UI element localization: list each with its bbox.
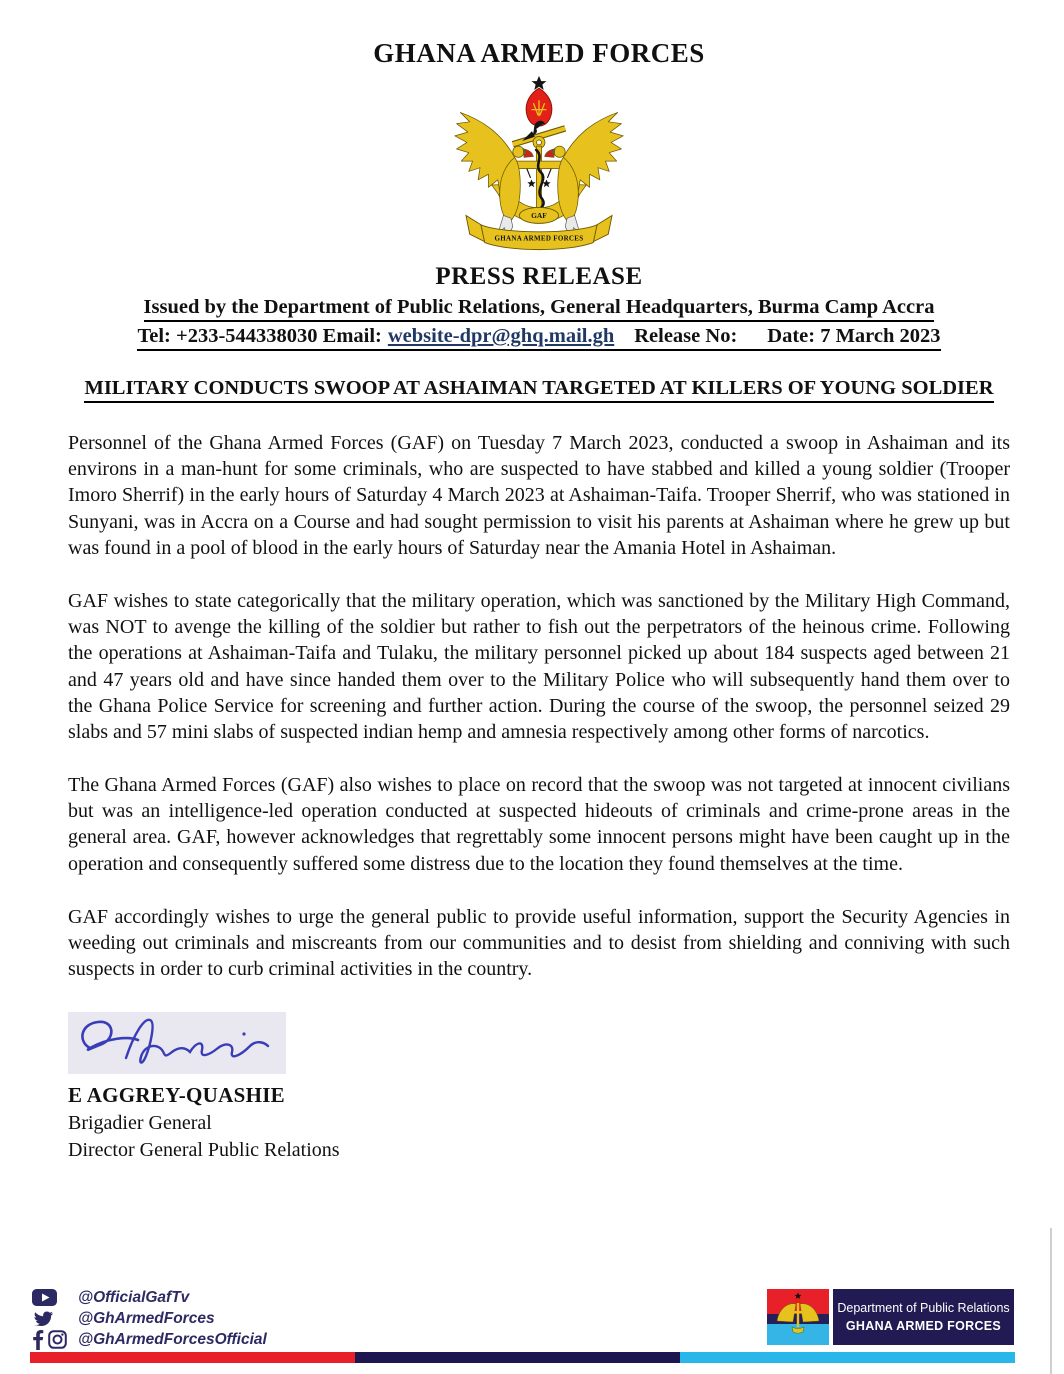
department-name-box (833, 1289, 1014, 1345)
social-row-twitter[interactable] (30, 1308, 267, 1329)
social-handle[interactable]: @GhArmedForcesOfficial (78, 1330, 267, 1348)
social-row-youtube[interactable] (30, 1287, 267, 1308)
youtube-icon (32, 1289, 57, 1306)
signature-image (68, 1012, 286, 1074)
handwritten-signature (68, 1012, 286, 1074)
bar-navy-segment (355, 1352, 680, 1363)
facebook-icon (32, 1330, 44, 1350)
social-media-block (30, 1287, 267, 1350)
body-paragraph: The Ghana Armed Forces (GAF) also wishes to place on record that the swoop was not targeted at innocent civilians but was an intelligence-led operation conducted at suspected hideouts of criminals and crime-prone areas in the general area. GAF, however acknowledges that regrettably some innocent persons might have been caught up in the operation and consequently suffered some distress due to the location they found themselves at the time. (68, 774, 1010, 875)
social-handle[interactable]: @GhArmedForces (78, 1309, 215, 1327)
date-label: Date: 7 March 2023 (767, 325, 941, 347)
twitter-icon (32, 1310, 54, 1328)
document-headline: MILITARY CONDUCTS SWOOP AT ASHAIMAN TARGETED AT KILLERS OF YOUNG SOLDIER (68, 377, 1010, 403)
signatory-title: Director General Public Relations (68, 1139, 340, 1162)
crest-monogram: GAF (531, 211, 547, 221)
gaf-crest-icon (440, 75, 638, 251)
signatory-rank: Brigadier General (68, 1112, 212, 1135)
gaf-flag-icon (767, 1289, 829, 1345)
page-title: GHANA ARMED FORCES (373, 38, 705, 68)
instagram-icon (48, 1330, 67, 1349)
social-handle[interactable]: @OfficialGafTv (78, 1288, 190, 1306)
gaf-crest-logo (68, 75, 1010, 251)
bar-cyan-segment (680, 1352, 1015, 1363)
press-release-heading: PRESS RELEASE (435, 263, 643, 290)
contact-line (68, 325, 1010, 351)
crest-banner-text: GHANA ARMED FORCES (494, 234, 584, 243)
scan-edge-artifact (1050, 1228, 1052, 1374)
body-paragraph: GAF wishes to state categorically that the military operation, which was sanctioned by the Military High Command, was NOT to avenge the killing of the soldier but rather to fish out the perpetrators of the heinous crime. Following the operations at Ashaiman-Taifa and Tulaku, the military personnel picked up about 184 suspects aged between 21 and 47 years old and have since handed them over to the Military Police who will subsequently hand them over to the Ghana Police Service for screening and further action. During the course of the swoop, the personnel seized 29 slabs and 57 mini slabs of suspected indian hemp and amnesia respectively among other forms of narcotics. (68, 589, 1010, 743)
release-no-label: Release No: (634, 325, 738, 347)
bar-red-segment (30, 1352, 355, 1363)
body-paragraph: GAF accordingly wishes to urge the general public to provide useful information, support the Security Agencies in weeding out criminals and miscreants from our communities and to desist from shielding and conniving with such suspects in order to curb criminal activities in the country. (68, 905, 1010, 981)
footer-tricolor-bar (30, 1352, 1015, 1363)
social-row-facebook-instagram[interactable] (30, 1329, 267, 1350)
issued-by-line: Issued by the Department of Public Relations, General Headquarters, Burma Camp Accra (68, 296, 1010, 322)
department-badge (767, 1289, 1014, 1345)
email-link[interactable]: website-dpr@ghq.mail.gh (387, 325, 615, 347)
tel-email-label: Tel: +233-544338030 Email: (137, 325, 382, 347)
department-line: Department of Public Relations (837, 1301, 1010, 1315)
body-paragraph: Personnel of the Ghana Armed Forces (GAF) on Tuesday 7 March 2023, conducted a swoop in Ashaiman and its environs in a man-hunt for some criminals, who are suspected to have stabbed and killed a young soldier (Trooper Imoro Sherrif) in the early hours of Saturday 4 March 2023 at Ashaiman-Taifa. Trooper Sherrif, who was stationed in Sunyani, was in Accra on a Course and had sought permission to visit his parents at Ashaiman where he grew up but was found in a pool of blood in the early hours of Saturday near the Amania Hotel in Ashaiman. (68, 432, 1010, 559)
department-org: GHANA ARMED FORCES (845, 1319, 1002, 1333)
signatory-name: E AGGREY-QUASHIE (68, 1083, 285, 1108)
